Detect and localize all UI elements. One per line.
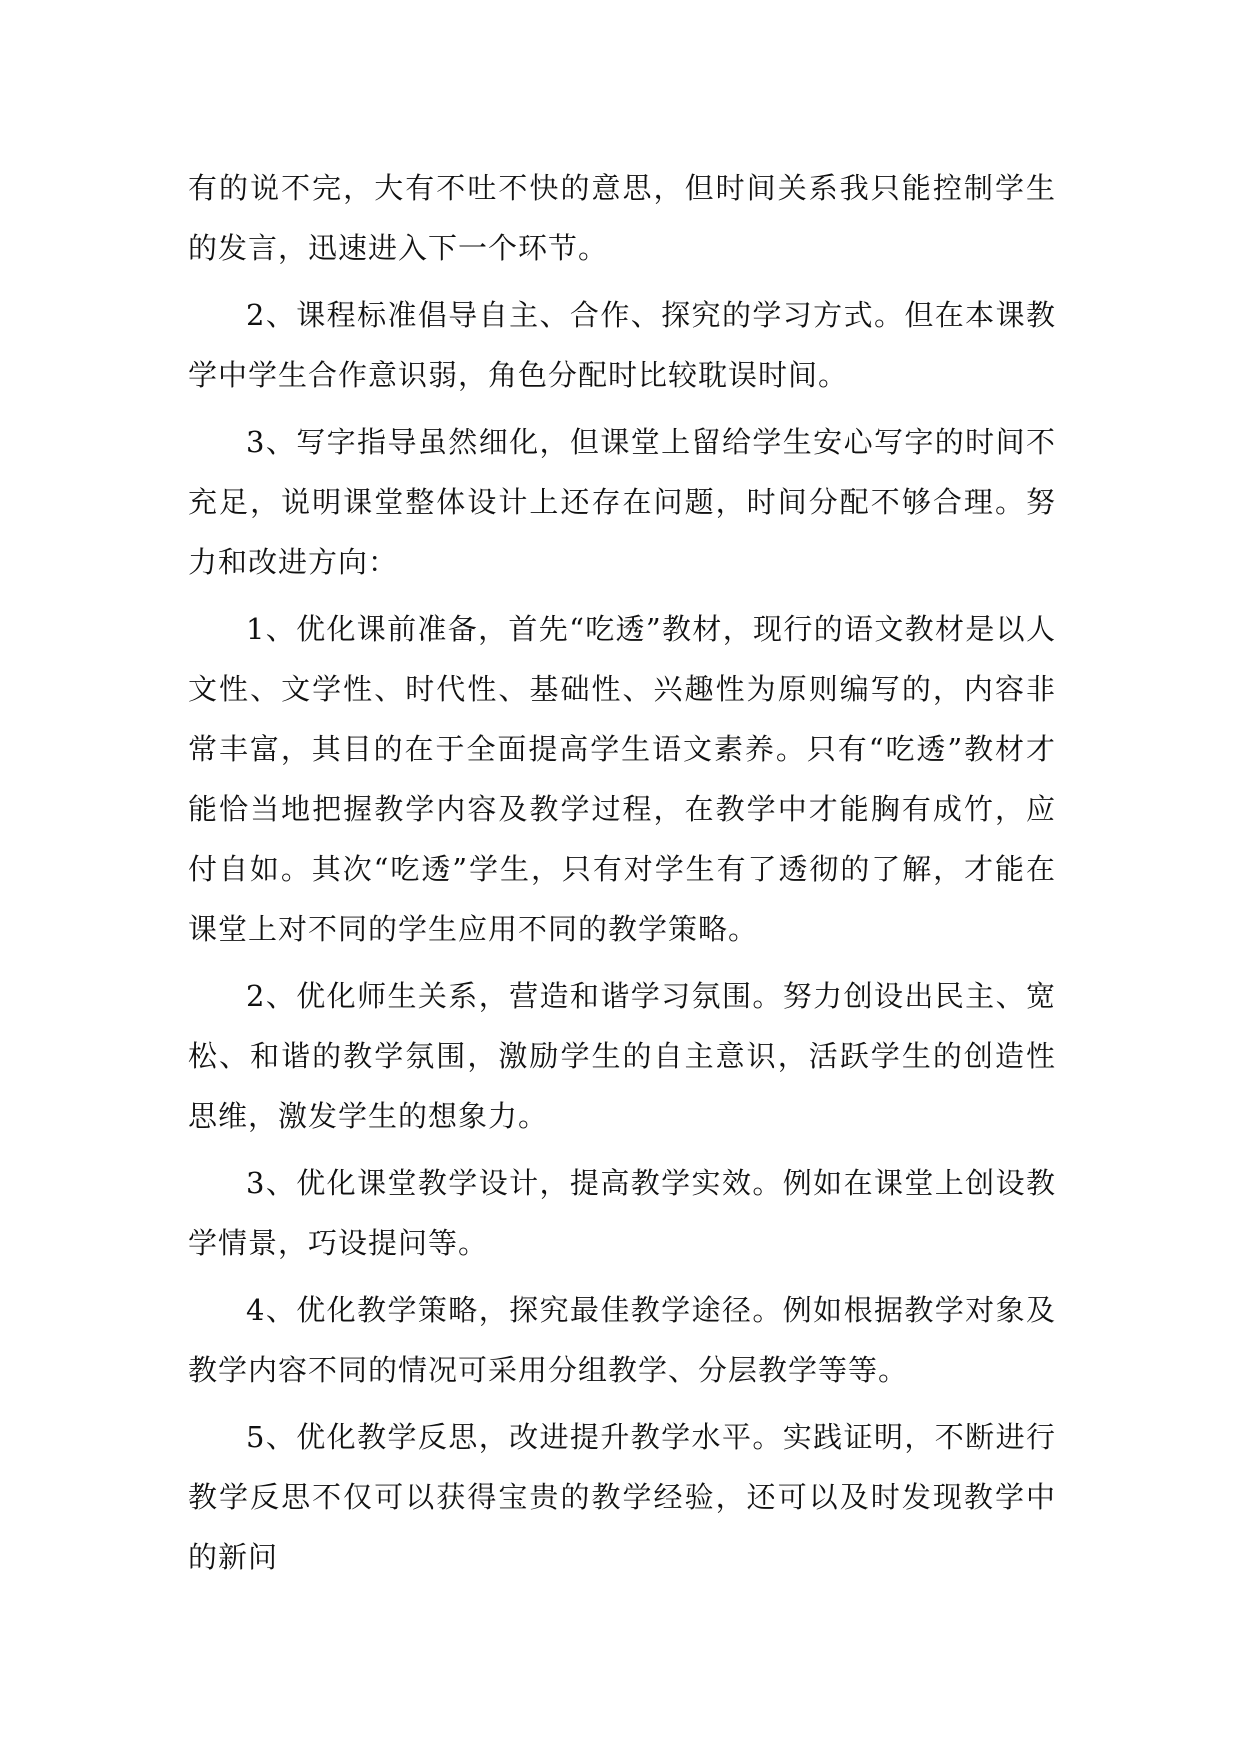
paragraph-5: 2、优化师生关系，营造和谐学习氛围。努力创设出民主、宽松、和谐的教学氛围，激励学生的自主意识，活跃学生的创造性思维，激发学生的想象力。 xyxy=(188,979,1056,1133)
paragraph-4: 1、优化课前准备，首先“吃透”教材，现行的语文教材是以人文性、文学性、时代性、基础性、兴趣性为原则编写的，内容非常丰富，其目的在于全面提高学生语文素养。只有“吃透”教材才能恰当地把握教学内容及教学过程，在教学中才能胸有成竹，应付自如。其次“吃透”学生，只有对学生有了透彻的了解，才能在课堂上对不同的学生应用不同的教学策略。 xyxy=(188,612,1056,946)
paragraph-2: 2、课程标准倡导自主、合作、探究的学习方式。但在本课教学中学生合作意识弱，角色分配时比较耽误时间。 xyxy=(188,298,1056,392)
paragraph-8: 5、优化教学反思，改进提升教学水平。实践证明，不断进行教学反思不仅可以获得宝贵的教学经验，还可以及时发现教学中的新问 xyxy=(188,1420,1056,1574)
paragraph-6: 3、优化课堂教学设计，提高教学实效。例如在课堂上创设教学情景，巧设提问等。 xyxy=(188,1166,1056,1260)
paragraph-7: 4、优化教学策略，探究最佳教学途径。例如根据教学对象及教学内容不同的情况可采用分组教学、分层教学等等。 xyxy=(188,1293,1056,1387)
paragraph-1: 有的说不完，大有不吐不快的意思，但时间关系我只能控制学生的发言，迅速进入下一个环节。 xyxy=(188,171,1056,265)
document-body xyxy=(188,158,1056,1594)
paragraph-3: 3、写字指导虽然细化，但课堂上留给学生安心写字的时间不充足，说明课堂整体设计上还存在问题，时间分配不够合理。努力和改进方向： xyxy=(188,425,1056,579)
